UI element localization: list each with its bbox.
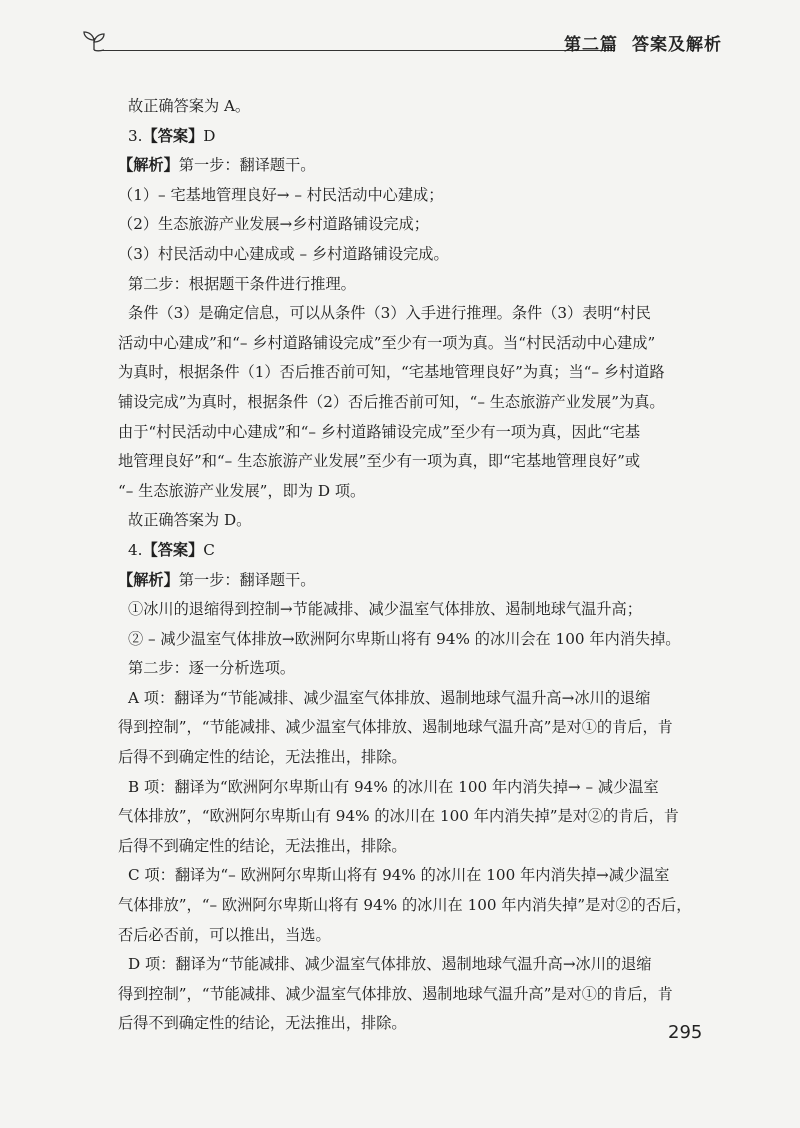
paragraph: [118, 299, 700, 506]
text-line: 地管理良好”和“– 生态旅游产业发展”至少有一项为真，即“宅基地管理良好”或: [118, 452, 641, 471]
answer-line-q4: [118, 536, 700, 566]
text-line: 故正确答案为 A。: [128, 97, 251, 115]
text-line: 得到控制”，“节能减排、减少温室气体排放、遏制地球气温升高”是对①的肯后，肯: [118, 984, 673, 1003]
answer-label: 【答案】: [142, 540, 204, 559]
text-line: D 项：翻译为“节能减排、减少温室气体排放、遏制地球气温升高→冰川的退缩: [128, 955, 652, 974]
text-line: 第二步：逐一分析选项。: [128, 659, 296, 678]
text-line: 由于“村民活动中心建成”和“– 乡村道路铺设完成”至少有一项为真，因此“宅基: [118, 422, 641, 441]
option-d-paragraph: [118, 950, 700, 1039]
page-number: 295: [668, 1022, 703, 1043]
text-line: 得到控制”，“节能减排、减少温室气体排放、遏制地球气温升高”是对①的肯后，肯: [118, 718, 673, 737]
answer-value: C: [203, 540, 215, 559]
text-line: 活动中心建成”和“– 乡村道路铺设完成”至少有一项为真。当“村民活动中心建成”: [118, 333, 656, 352]
text-line: ② – 减少温室气体排放→欧洲阿尔卑斯山将有 94% 的冰川会在 100 年内消失掉。: [128, 629, 681, 648]
option-a-paragraph: [118, 684, 700, 773]
page-body: [118, 92, 700, 1039]
text-line: 后得不到确定性的结论，无法推出，排除。: [118, 836, 407, 855]
text-line: 条件（3）是确定信息，可以从条件（3）入手进行推理。条件（3）表明“村民: [128, 304, 651, 323]
text-line: 铺设完成”为真时，根据条件（2）否后推否前可知，“– 生态旅游产业发展”为真。: [118, 392, 665, 411]
text-line: C 项：翻译为“– 欧洲阿尔卑斯山将有 94% 的冰川在 100 年内消失掉→减少温室: [128, 866, 670, 885]
text-line: “– 生态旅游产业发展”，即为 D 项。: [118, 481, 366, 500]
option-c-paragraph: [118, 861, 700, 950]
question-number: 3.: [128, 126, 143, 145]
sprout-leaf-icon: [82, 30, 106, 52]
text-line: 第二步：根据题干条件进行推理。: [128, 274, 356, 293]
text-line: 为真时，根据条件（1）否后推否前可知，“宅基地管理良好”为真；当“– 乡村道路: [118, 363, 665, 382]
text-line: （2）生态旅游产业发展→乡村道路铺设完成；: [118, 215, 429, 234]
header-part: 第二篇: [564, 35, 618, 55]
running-header: [82, 28, 722, 58]
answer-value: D: [203, 126, 216, 145]
answer-label: 【答案】: [142, 126, 204, 145]
text-line: B 项：翻译为“欧洲阿尔卑斯山有 94% 的冰川在 100 年内消失掉→ – 减少温室: [128, 777, 659, 796]
analysis-label: 【解析】: [118, 156, 179, 175]
answer-line-q3: [118, 122, 700, 152]
text-line: 后得不到确定性的结论，无法推出，排除。: [118, 1014, 407, 1033]
text-line: 后得不到确定性的结论，无法推出，排除。: [118, 748, 407, 767]
analysis-label: 【解析】: [118, 570, 179, 589]
header-title: [564, 30, 722, 55]
text-line: 否后必否前，可以推出，当选。: [118, 925, 331, 944]
option-b-paragraph: [118, 773, 700, 862]
text-line: 气体排放”，“– 欧洲阿尔卑斯山将有 94% 的冰川在 100 年内消失掉”是对②的否后，: [118, 896, 692, 915]
text-line: （3）村民活动中心建成或 – 乡村道路铺设完成。: [118, 244, 449, 263]
question-number: 4.: [128, 540, 143, 559]
header-section: 答案及解析: [632, 35, 722, 55]
text-line: （1）– 宅基地管理良好→ – 村民活动中心建成；: [118, 185, 444, 204]
text-line: 第一步：翻译题干。: [178, 570, 316, 589]
text-line: 故正确答案为 D。: [128, 511, 252, 530]
analysis-line-q4: [118, 566, 700, 596]
text-line: 第一步：翻译题干。: [178, 156, 316, 175]
text-line: A 项：翻译为“节能减排、减少温室气体排放、遏制地球气温升高→冰川的退缩: [128, 688, 651, 707]
analysis-line-q3: [118, 151, 700, 181]
header-rule: [102, 50, 612, 51]
text-line: 气体排放”，“欧洲阿尔卑斯山有 94% 的冰川在 100 年内消失掉”是对②的肯后，肯: [118, 807, 679, 826]
text-line: ①冰川的退缩得到控制→节能减排、减少温室气体排放、遏制地球气温升高；: [128, 600, 642, 619]
